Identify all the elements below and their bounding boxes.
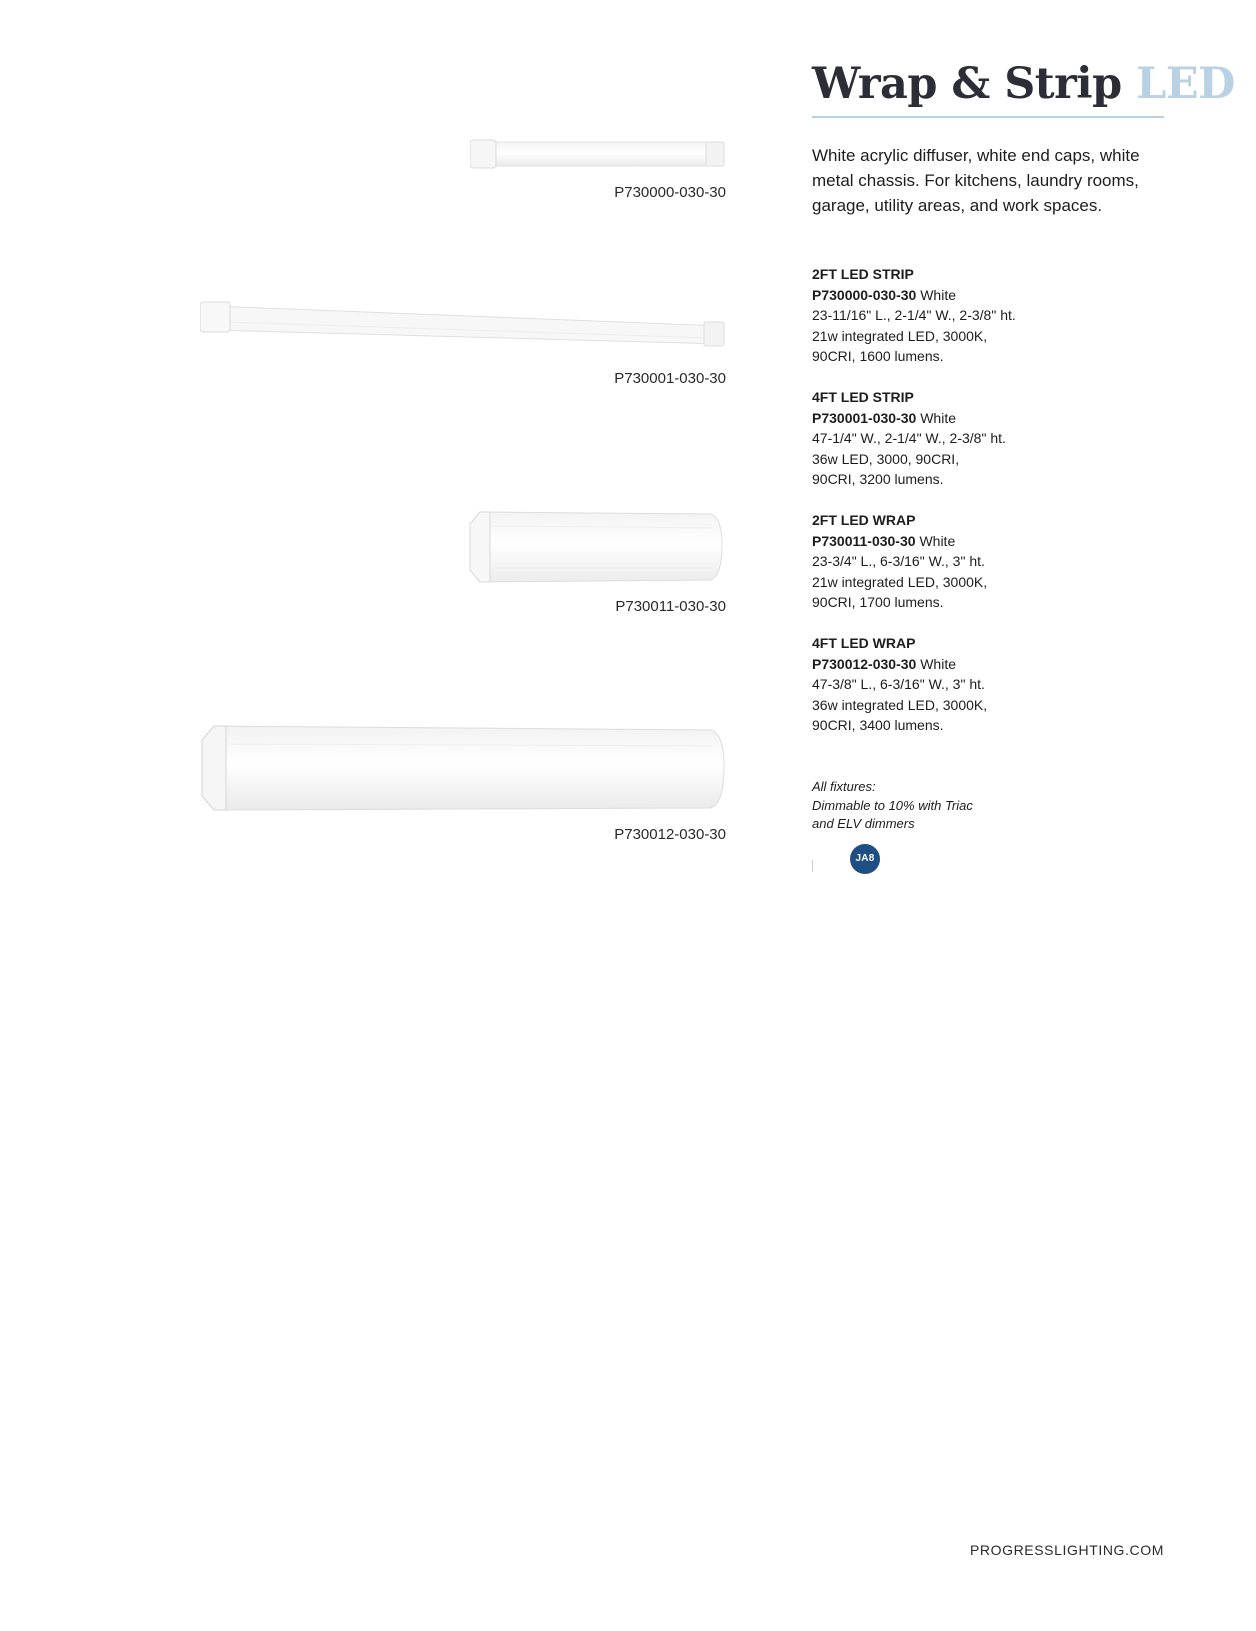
spec-detail: 36w LED, 3000, 90CRI, [812, 450, 960, 467]
spec-sku: P730012-030-30 [812, 655, 917, 672]
spec-dimensions: 47-3/8" L., 6-3/16" W., 3" ht. [812, 676, 985, 692]
note-line: Dimmable to 10% with Triac [812, 797, 973, 813]
spec-detail: 36w integrated LED, 3000K, [812, 696, 988, 713]
spec-heading: 4FT LED WRAP [812, 635, 916, 651]
spec-block-2ft-strip [812, 264, 1062, 367]
footer-website: PROGRESSLIGHTING.COM [969, 1542, 1164, 1558]
product-caption-4ft-wrap: P730012-030-30 [614, 826, 726, 843]
spec-heading: 2FT LED WRAP [812, 512, 916, 528]
spec-dimensions: 23-11/16" L., 2-1/4" W., 2-3/8" ht. [812, 307, 1016, 323]
product-caption-2ft-wrap: P730011-030-30 [615, 598, 726, 615]
spec-detail: 90CRI, 3200 lumens. [812, 471, 944, 487]
spec-sku: P730000-030-30 [812, 286, 917, 303]
intro-description: White acrylic diffuser, white end caps, white metal chassis. For kitchens, laundry rooms, garage, utility areas, and work spaces. [812, 146, 1140, 215]
spec-detail: 21w integrated LED, 3000K, [812, 573, 988, 590]
spec-detail: 90CRI, 1700 lumens. [812, 594, 944, 610]
product-caption-2ft-strip: P730000-030-30 [614, 184, 726, 201]
spec-dimensions: 47-1/4" W., 2-1/4" W., 2-3/8" ht. [812, 430, 1006, 446]
product-caption-4ft-strip: P730001-030-30 [614, 370, 726, 387]
note-line: All fixtures: [812, 779, 876, 794]
ja8-badge-icon: JA8 [850, 844, 880, 874]
fixtures-note [812, 778, 1012, 834]
spec-sku-line [812, 408, 1062, 429]
spec-block-2ft-wrap [812, 510, 1062, 613]
spec-finish: White [920, 409, 956, 426]
spec-sku-line [812, 531, 1062, 552]
spec-dimensions: 23-3/4" L., 6-3/16" W., 3" ht. [812, 553, 985, 569]
title-accent: LED [1136, 59, 1235, 109]
spec-detail: 90CRI, 3400 lumens. [812, 717, 944, 733]
spec-detail: 21w integrated LED, 3000K, [812, 327, 988, 344]
spec-sku: P730011-030-30 [812, 532, 916, 549]
product-image-4ft-strip [200, 300, 726, 350]
spec-heading: 4FT LED STRIP [812, 389, 914, 405]
spec-finish: White [920, 286, 956, 303]
product-image-4ft-wrap [198, 722, 728, 814]
spec-sku: P730001-030-30 [812, 409, 917, 426]
spec-heading: 2FT LED STRIP [812, 266, 914, 282]
title-underline [812, 116, 1164, 118]
title-main: Wrap & Strip [812, 59, 1122, 109]
spec-sku-line [812, 654, 1062, 675]
spec-finish: White [919, 532, 956, 549]
spec-detail: 90CRI, 1600 lumens. [812, 348, 944, 364]
product-image-2ft-strip [470, 138, 726, 172]
spec-block-4ft-strip [812, 387, 1062, 490]
badge-divider [812, 860, 813, 872]
note-line: and ELV dimmers [812, 816, 915, 831]
spec-block-4ft-wrap [812, 633, 1062, 736]
spec-finish: White [920, 655, 956, 672]
spec-sku-line [812, 285, 1062, 306]
product-image-2ft-wrap [466, 508, 728, 586]
page-title [812, 54, 1235, 114]
